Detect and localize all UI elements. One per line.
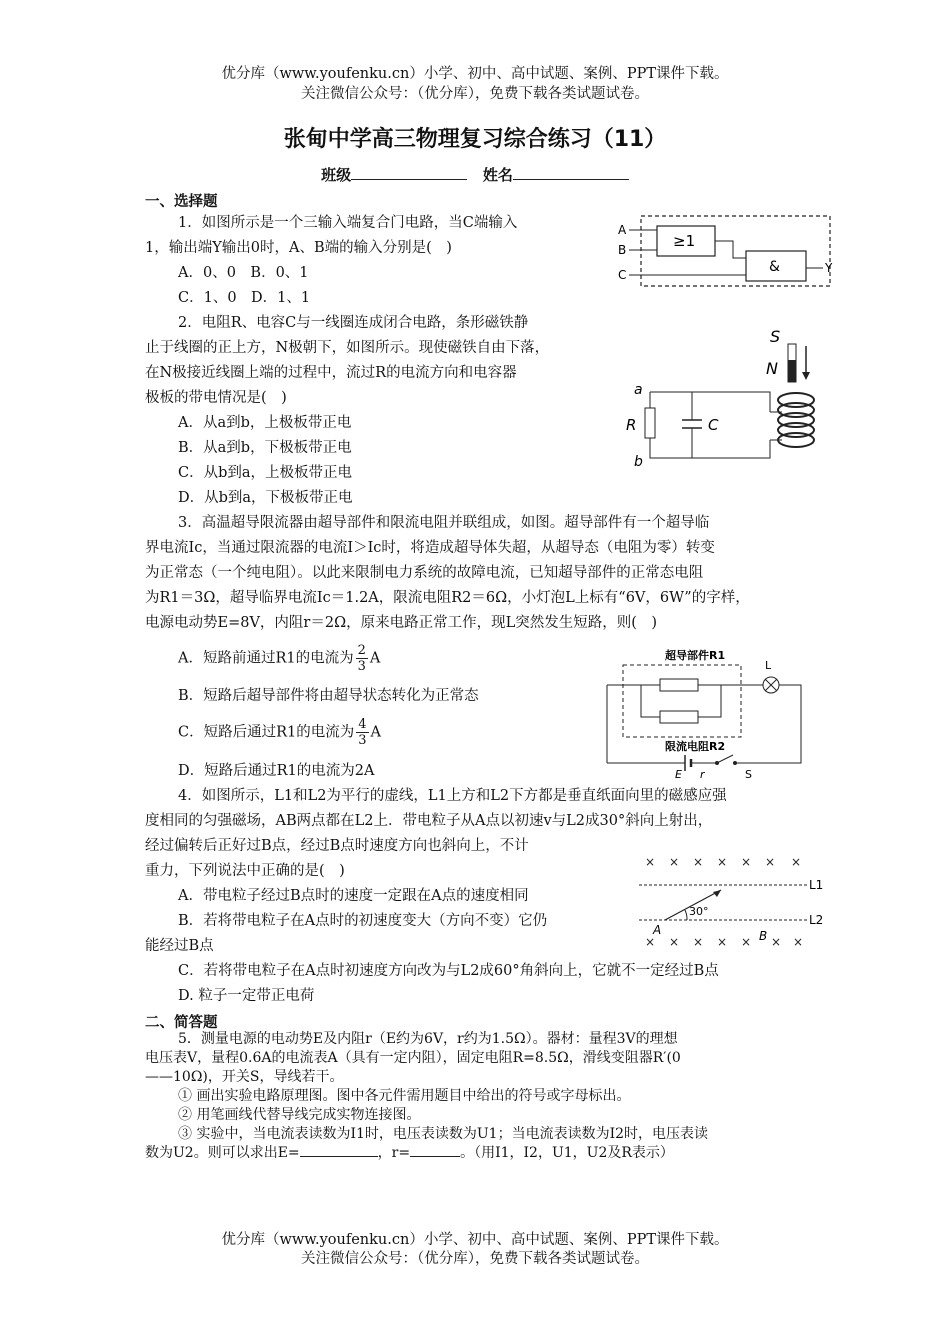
l2-label: L2	[809, 913, 824, 927]
input-c-label: C	[618, 268, 627, 282]
q3-stem-line1: 3．高温超导限流器由超导部件和限流电阻并联组成，如图。超导部件有一个超导临	[178, 515, 710, 531]
q4-stem-line3: 经过偏转后正好过B点，经过B点时速度方向也斜向上，不计	[145, 838, 529, 854]
resistor-r	[645, 408, 655, 438]
coil	[778, 393, 814, 447]
header-line-2: 关注微信公众号：（优分库），免费下载各类试题试卷。	[301, 86, 649, 102]
q2-option-c: C．从b到a，上极板带正电	[178, 465, 353, 481]
node-a-label: a	[634, 382, 643, 398]
capacitor-label: C	[708, 416, 719, 434]
limiter-circuit-figure	[605, 645, 810, 780]
point-a-label: A	[653, 923, 662, 937]
q2-stem-line2: 止于线圈的正上方，N极朝下，如图所示。现使磁铁自由下落，	[145, 340, 550, 356]
field-marks-top	[645, 855, 801, 869]
q5-item-1: ① 画出实验电路原理图。图中各元件需用题目中给出的符号或字母标出。	[178, 1088, 631, 1104]
q1-options-cd: C．1、0 D．1、1	[178, 290, 311, 306]
output-y-label: Y	[825, 261, 833, 275]
svg-text:×: ×	[765, 855, 776, 869]
q5-item-3-answer-line: 数为U2。则可以求出E= ，r= 。（用I1，I2，U1，U2及R表示）	[145, 1145, 674, 1161]
svg-text:×: ×	[645, 935, 656, 949]
svg-text:×: ×	[645, 855, 656, 869]
fraction-two-thirds: $\frac{2}{3}$	[357, 643, 366, 674]
q4-stem-line2: 度相同的匀强磁场，AB两点都在L2上．带电粒子从A点以初速v与L2成30°斜向上射出，	[145, 813, 713, 829]
class-name-row	[0, 164, 950, 185]
magnet-n-label: N	[766, 359, 778, 378]
limiting-r2	[660, 711, 698, 723]
svg-text:×: ×	[669, 935, 680, 949]
magnetic-field-figure	[635, 852, 830, 952]
q4-option-b-line1: B．若将带电粒子在A点时的初速度变大（方向不变）它仍	[178, 913, 548, 929]
q3-stem-line4: 为R1＝3Ω，超导临界电流Ic＝1.2A，限流电阻R2＝6Ω，小灯泡L上标有“6V，6W”的字样，	[145, 590, 750, 606]
magnet-s-label: S	[770, 327, 781, 346]
switch-s	[717, 755, 733, 763]
q3-stem-line5: 电源电动势E=8V，内阻r＝2Ω，原来电路正常工作，现L突然发生短路，则( )	[145, 615, 658, 631]
svg-text:×: ×	[791, 855, 802, 869]
q5-item-2: ② 用笔画线代替导线完成实物连接图。	[178, 1107, 421, 1123]
footer-line-1: 优分库（www.youfenku.cn）小学、初中、高中试题、案例、PPT课件下载。	[221, 1232, 729, 1248]
q3-option-a: A．短路前通过R1的电流为 $\frac{2}{3}$ A	[178, 643, 381, 674]
answer-r-blank[interactable]	[410, 1156, 460, 1157]
q4-option-c: C．若将带电粒子在A点时初速度方向改为与L2成60°角斜向上，它就不一定经过B点	[178, 963, 719, 979]
q2-stem-line1: 2．电阻R、电容C与一线圈连成闭合电路，条形磁铁静	[178, 315, 529, 331]
resistor-label: R	[626, 416, 637, 434]
footer-line-2: 关注微信公众号：（优分库），免费下载各类试题试卷。	[301, 1251, 649, 1267]
q1-stem-line1: 1．如图所示是一个三输入端复合门电路，当C端输入	[178, 215, 518, 231]
emf-label: E	[675, 768, 682, 781]
class-label: 班级	[321, 166, 352, 184]
q3-option-d: D．短路后通过R1的电流为2A	[178, 763, 375, 779]
svg-text:×: ×	[741, 855, 752, 869]
q3-stem-line3: 为正常态（一个纯电阻）。以此来限制电力系统的故障电流，已知超导部件的正常态电阻	[145, 565, 704, 581]
q2-stem-line4: 极板的带电情况是( )	[145, 390, 287, 406]
section-choice-heading: 一、选择题	[145, 194, 218, 210]
angle-label: 30°	[689, 905, 709, 918]
input-b-label: B	[618, 243, 627, 257]
q5-stem-line3: ——10Ω)，开关S，导线若干。	[145, 1069, 344, 1085]
q2-option-a: A．从a到b，上极板带正电	[178, 415, 352, 431]
q4-option-b-line2: 能经过B点	[145, 938, 214, 954]
svg-text:×: ×	[693, 855, 704, 869]
svg-text:×: ×	[669, 855, 680, 869]
name-label: 姓名	[482, 166, 513, 184]
q5-stem-line1: 5．测量电源的电动势E及内阻r（E约为6V，r约为1.5Ω）。器材：量程3V的理想	[178, 1031, 678, 1047]
q2-stem-line3: 在N极接近线圈上端的过程中，流过R的电流方向和电容器	[145, 365, 517, 381]
q5-stem-line2: 电压表V，量程0.6A的电流表A（具有一定内阻），固定电阻R=8.5Ω，滑线变阻器R′(0	[145, 1050, 681, 1066]
page-title: 张甸中学高三物理复习综合练习（11）	[283, 127, 667, 152]
q3-option-c: C．短路后通过R1的电流为 $\frac{4}{3}$ A	[178, 717, 382, 748]
field-marks-bottom	[645, 935, 803, 949]
answer-e-blank[interactable]	[300, 1156, 378, 1157]
logic-gate-figure	[615, 212, 845, 292]
or-gate-label: ≥1	[673, 232, 696, 250]
q4-stem-line4: 重力，下列说法中正确的是( )	[145, 863, 345, 879]
q2-option-d: D．从b到a，下极板带正电	[178, 490, 353, 506]
input-a-label: A	[618, 223, 627, 237]
q4-option-a: A．带电粒子经过B点时的速度一定跟在A点的速度相同	[178, 888, 529, 904]
resistor-r2-label: 限流电阻R2	[665, 740, 726, 753]
internal-r-label: r	[700, 768, 705, 781]
l1-label: L1	[809, 878, 824, 892]
q1-stem-line2: 1，输出端Y输出0时，A、B端的输入分别是( )	[145, 240, 452, 256]
svg-text:×: ×	[793, 935, 804, 949]
header-line-1: 优分库（www.youfenku.cn）小学、初中、高中试题、案例、PPT课件下载。	[221, 66, 729, 82]
fraction-four-thirds: $\frac{4}{3}$	[358, 717, 367, 748]
lamp-label: L	[765, 659, 772, 672]
svg-text:×: ×	[741, 935, 752, 949]
svg-text:×: ×	[717, 935, 728, 949]
q3-option-b: B．短路后超导部件将由超导状态转化为正常态	[178, 688, 479, 704]
and-gate-label: &	[769, 259, 780, 275]
section-short-answer-heading: 二、简答题	[145, 1015, 218, 1031]
superconductor-label: 超导部件R1	[665, 649, 726, 662]
q4-option-d: D. 粒子一定带正电荷	[178, 988, 315, 1004]
point-b-label: B	[759, 929, 768, 943]
q2-option-b: B．从a到b，下极板带正电	[178, 440, 352, 456]
svg-text:×: ×	[693, 935, 704, 949]
q1-options-ab: A．0、0 B．0、1	[178, 265, 309, 281]
q3-option-a-text: A．短路前通过R1的电流为	[178, 650, 354, 667]
switch-label: S	[745, 768, 752, 781]
q4-stem-line1: 4．如图所示，L1和L2为平行的虚线，L1上方和L2下方都是垂直纸面向里的磁感应强	[178, 788, 727, 804]
svg-text:×: ×	[717, 855, 728, 869]
q5-item-3: ③ 实验中，当电流表读数为I1时，电压表读数为U1；当电流表读数为I2时，电压表读	[178, 1126, 709, 1142]
node-b-label: b	[634, 454, 643, 470]
q3-stem-line2: 界电流Ic，当通过限流器的电流I＞Ic时，将造成超导体失超，从超导态（电阻为零）转变	[145, 540, 715, 556]
superconductor-r1	[660, 679, 698, 691]
svg-text:×: ×	[771, 935, 782, 949]
q3-option-c-text: C．短路后通过R1的电流为	[178, 724, 355, 741]
rc-coil-figure	[620, 322, 820, 472]
